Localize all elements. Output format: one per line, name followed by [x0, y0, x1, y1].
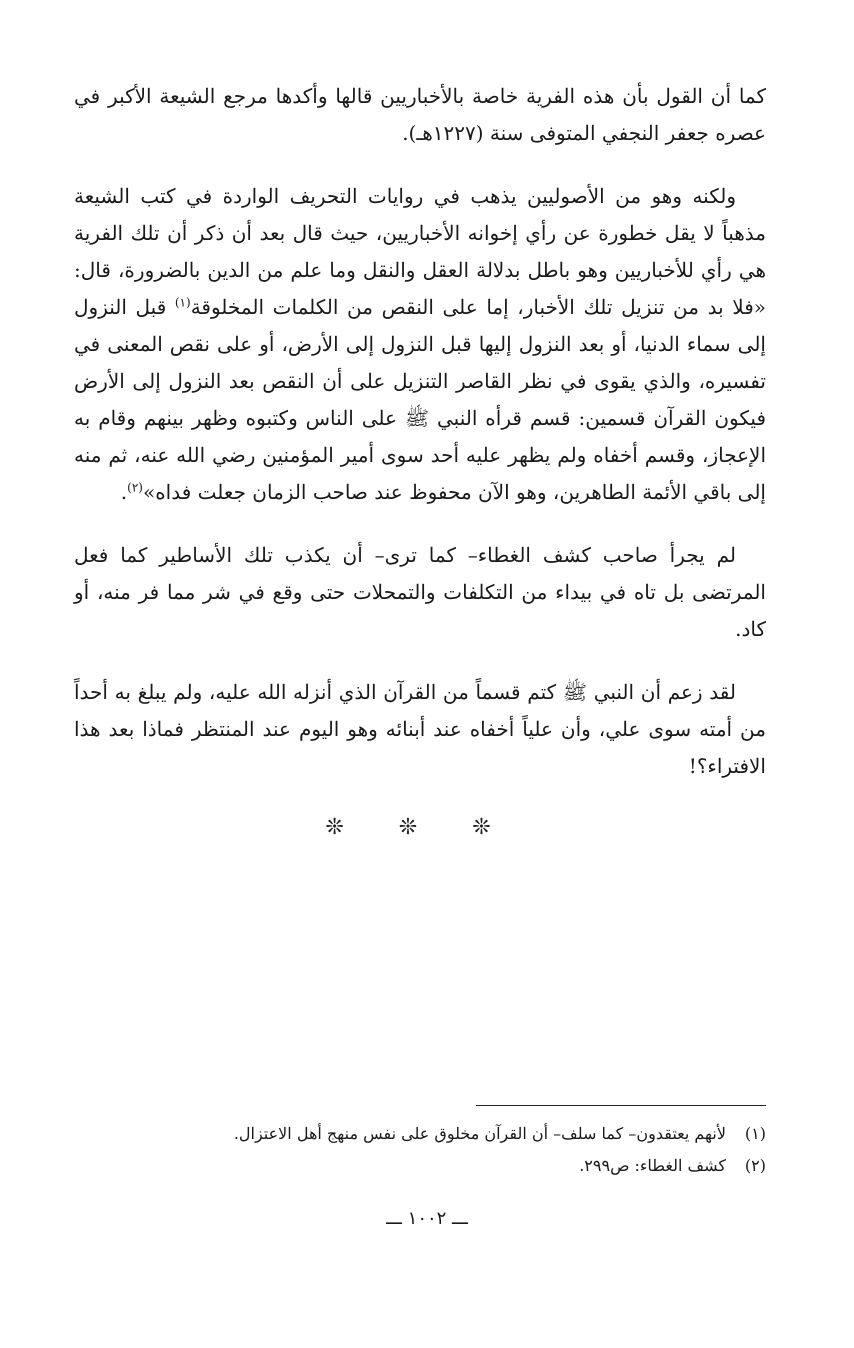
paragraph-1: كما أن القول بأن هذه الفرية خاصة بالأخباريين قالها وأكدها مرجع الشيعة الأكبر في عصره جعفر النجفي المتوفى سنة (١٢٢٧هـ).: [74, 84, 766, 145]
paragraph-2-text-after: .: [120, 480, 128, 504]
footnote-1: [74, 1118, 766, 1150]
paragraph-2-text-before: ولكنه وهو من الأصوليين يذهب في روايات التحريف الواردة في كتب الشيعة مذهباً لا يقل خطورة عن رأي إخوانه الأخباريين، حيث قال بعد أن ذكر أن تلك الفرية هي رأي للأخباريين وهو باطل بدلالة العقل والنقل وما علم من الدين بالضرورة، قال: «فلا بد من تنزيل تلك الأخبار، إما على النقص من الكلمات المخلوقة: [74, 184, 766, 319]
footnote-ref-1[interactable]: (١): [174, 295, 191, 310]
footnote-text: كشف الغطاء: ص٢٩٩.: [579, 1156, 726, 1175]
footnote-divider: [476, 1105, 766, 1106]
paragraph-2: [74, 178, 766, 511]
footnote-text: لأنهم يعتقدون– كما سلف– أن القرآن مخلوق على نفس منهج أهل الاعتزال.: [233, 1124, 726, 1143]
paragraph-2-text-middle: قبل النزول إلى سماء الدنيا، أو بعد النزول إليها قبل النزول إلى الأرض، أو على نقص المعنى في تفسيره، والذي يقوى في نظر القاصر التنزيل على أن النقص بعد النزول إلى الأرض فيكون القرآن قسمين: قسم قرأه النبي ﷺ على الناس وكتبوه وظهر بينهم وقام به الإعجاز، وقسم أخفاه ولم يظهر عليه أحد سوى أمير المؤمنين رضي الله عنه، ثم منه إلى باقي الأئمة الطاهرين، وهو الآن محفوظ عند صاحب الزمان جعلت فداه»: [74, 295, 766, 504]
page-body: [74, 78, 766, 840]
footnote-number: (١): [744, 1124, 766, 1143]
footnote-2: [74, 1150, 766, 1182]
footnote-number: (٢): [744, 1156, 766, 1175]
section-separator: ❊ ❊ ❊: [325, 815, 515, 840]
paragraph-3: لم يجرأ صاحب كشف الغطاء– كما ترى– أن يكذب تلك الأساطير كما فعل المرتضى بل تاه في بيداء من التكلفات والتمحلات حتى وقع في شر مما فر منه، أو كاد.: [74, 543, 766, 641]
paragraph-4: لقد زعم أن النبي ﷺ كتم قسماً من القرآن الذي أنزله الله عليه، ولم يبلغ به أحداً من أمته سوى علي، وأن علياً أخفاه عند أبنائه وهو اليوم عند المنتظر فماذا بعد هذا الافتراء؟!: [74, 680, 766, 778]
footnotes: [74, 1118, 766, 1182]
footnote-ref-2[interactable]: (٢): [127, 480, 143, 495]
page-number: ـــ ١٠٠٢ ـــ: [386, 1208, 468, 1229]
